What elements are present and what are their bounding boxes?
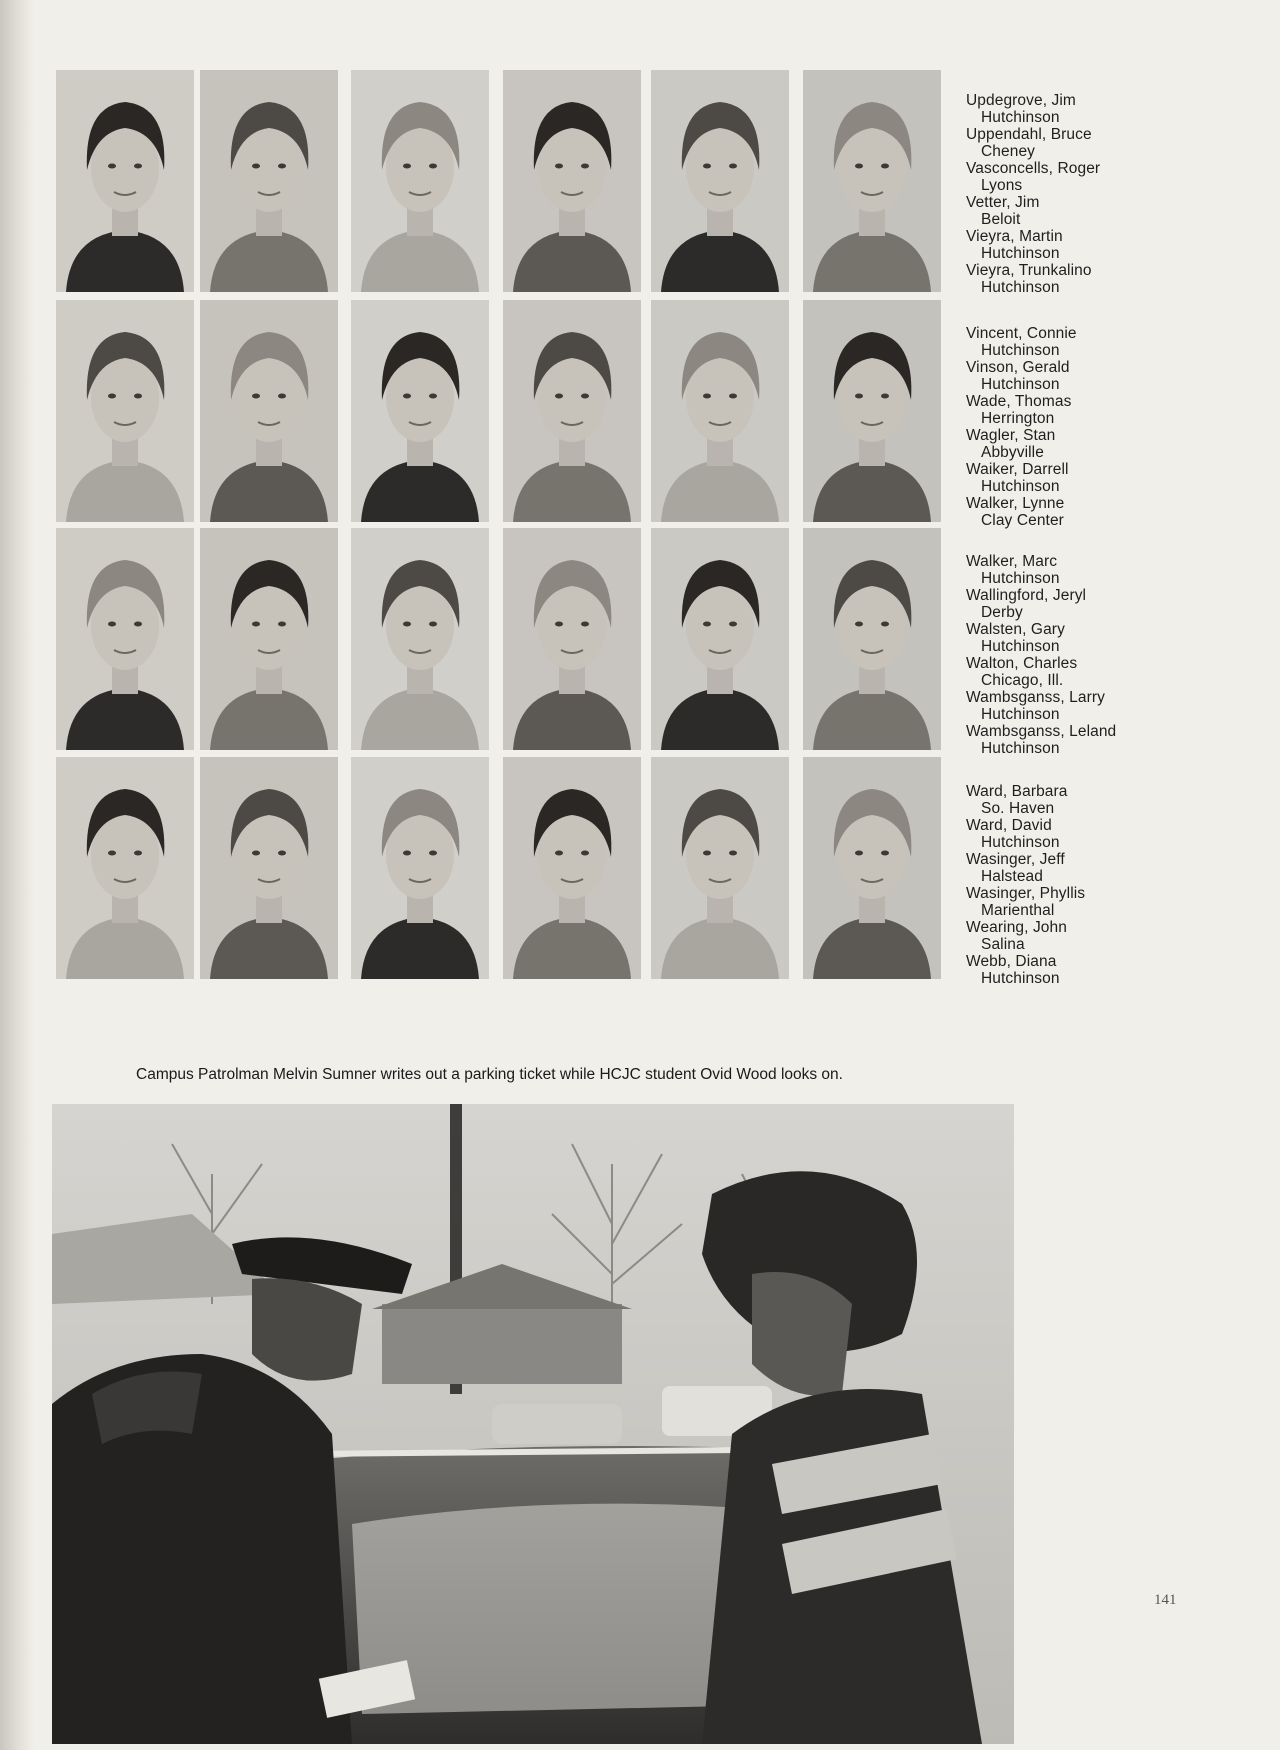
photo-caption: Campus Patrolman Melvin Sumner writes out a parking ticket while HCJC student Ovid Wood looks on. — [136, 1066, 843, 1083]
roster-entry — [966, 461, 1146, 495]
roster-entry — [966, 689, 1146, 723]
roster-entry — [966, 427, 1146, 461]
student-name: Wambsganss, Larry — [966, 689, 1105, 706]
roster-entry — [966, 885, 1146, 919]
student-name: Wallingford, Jeryl — [966, 587, 1087, 604]
student-portrait — [56, 300, 194, 522]
roster-entry — [966, 587, 1146, 621]
student-portrait — [56, 70, 194, 292]
student-hometown: Clay Center — [981, 512, 1064, 529]
student-hometown: So. Haven — [981, 800, 1055, 817]
student-name: Wambsganss, Leland — [966, 723, 1117, 740]
student-portrait — [503, 300, 641, 522]
roster-entry — [966, 783, 1146, 817]
student-name: Walsten, Gary — [966, 621, 1065, 638]
page-binding-shadow — [0, 0, 34, 1750]
roster-entry — [966, 817, 1146, 851]
student-name: Vieyra, Trunkalino — [966, 262, 1092, 279]
roster-group — [966, 92, 1146, 296]
page-number: 141 — [1154, 1592, 1177, 1608]
student-portrait — [200, 528, 338, 750]
student-portrait — [200, 70, 338, 292]
student-hometown: Hutchinson — [981, 478, 1060, 495]
student-portrait — [803, 528, 941, 750]
student-name: Wagler, Stan — [966, 427, 1056, 444]
student-hometown: Herrington — [981, 410, 1055, 427]
roster-entry — [966, 262, 1146, 296]
student-name: Ward, David — [966, 817, 1052, 834]
student-portrait — [351, 528, 489, 750]
student-hometown: Hutchinson — [981, 245, 1060, 262]
student-hometown: Hutchinson — [981, 706, 1060, 723]
student-name: Walker, Marc — [966, 553, 1058, 570]
student-portrait — [200, 300, 338, 522]
student-name: Updegrove, Jim — [966, 92, 1076, 109]
roster-entry — [966, 655, 1146, 689]
student-name: Walker, Lynne — [966, 495, 1065, 512]
student-portrait — [803, 757, 941, 979]
student-portrait — [651, 70, 789, 292]
student-name: Wasinger, Phyllis — [966, 885, 1086, 902]
student-hometown: Hutchinson — [981, 970, 1060, 987]
roster-entry — [966, 553, 1146, 587]
roster-entry — [966, 851, 1146, 885]
student-portrait — [503, 528, 641, 750]
roster-entry — [966, 919, 1146, 953]
student-hometown: Hutchinson — [981, 570, 1060, 587]
roster-entry — [966, 325, 1146, 359]
student-name: Vinson, Gerald — [966, 359, 1070, 376]
student-portrait — [503, 70, 641, 292]
roster-entry — [966, 359, 1146, 393]
student-portrait — [200, 757, 338, 979]
roster-entry — [966, 228, 1146, 262]
student-hometown: Hutchinson — [981, 376, 1060, 393]
student-portrait — [56, 757, 194, 979]
roster-entry — [966, 393, 1146, 427]
roster-group — [966, 783, 1146, 987]
student-name: Walton, Charles — [966, 655, 1078, 672]
student-portrait — [351, 70, 489, 292]
roster-entry — [966, 92, 1146, 126]
parking-ticket-photo — [52, 1104, 1014, 1744]
student-hometown: Hutchinson — [981, 834, 1060, 851]
student-hometown: Chicago, Ill. — [981, 672, 1064, 689]
student-hometown: Cheney — [981, 143, 1036, 160]
student-hometown: Hutchinson — [981, 638, 1060, 655]
student-hometown: Hutchinson — [981, 342, 1060, 359]
roster-entry — [966, 160, 1146, 194]
roster-group — [966, 553, 1146, 757]
student-portrait — [351, 757, 489, 979]
roster-entry — [966, 194, 1146, 228]
roster-entry — [966, 953, 1146, 987]
student-hometown: Marienthal — [981, 902, 1055, 919]
student-hometown: Hutchinson — [981, 109, 1060, 126]
student-portrait — [803, 300, 941, 522]
student-name: Wearing, John — [966, 919, 1067, 936]
student-portrait — [651, 757, 789, 979]
student-name: Waiker, Darrell — [966, 461, 1069, 478]
candid-photo — [52, 1104, 1014, 1744]
student-hometown: Hutchinson — [981, 279, 1060, 296]
student-portrait — [651, 300, 789, 522]
roster-entry — [966, 621, 1146, 655]
roster-entry — [966, 723, 1146, 757]
student-portrait — [56, 528, 194, 750]
student-hometown: Salina — [981, 936, 1025, 953]
student-name: Wade, Thomas — [966, 393, 1072, 410]
roster-entry — [966, 126, 1146, 160]
student-portrait — [351, 300, 489, 522]
student-name: Vetter, Jim — [966, 194, 1040, 211]
student-hometown: Halstead — [981, 868, 1043, 885]
student-name: Ward, Barbara — [966, 783, 1068, 800]
student-hometown: Beloit — [981, 211, 1021, 228]
student-hometown: Abbyville — [981, 444, 1044, 461]
student-name: Webb, Diana — [966, 953, 1057, 970]
student-name: Vincent, Connie — [966, 325, 1077, 342]
student-portrait — [503, 757, 641, 979]
student-name: Vasconcells, Roger — [966, 160, 1101, 177]
student-hometown: Derby — [981, 604, 1023, 621]
student-portrait — [803, 70, 941, 292]
student-hometown: Hutchinson — [981, 740, 1060, 757]
student-name: Wasinger, Jeff — [966, 851, 1065, 868]
roster-entry — [966, 495, 1146, 529]
roster-group — [966, 325, 1146, 529]
student-name: Uppendahl, Bruce — [966, 126, 1092, 143]
student-name: Vieyra, Martin — [966, 228, 1063, 245]
student-portrait — [651, 528, 789, 750]
student-hometown: Lyons — [981, 177, 1023, 194]
